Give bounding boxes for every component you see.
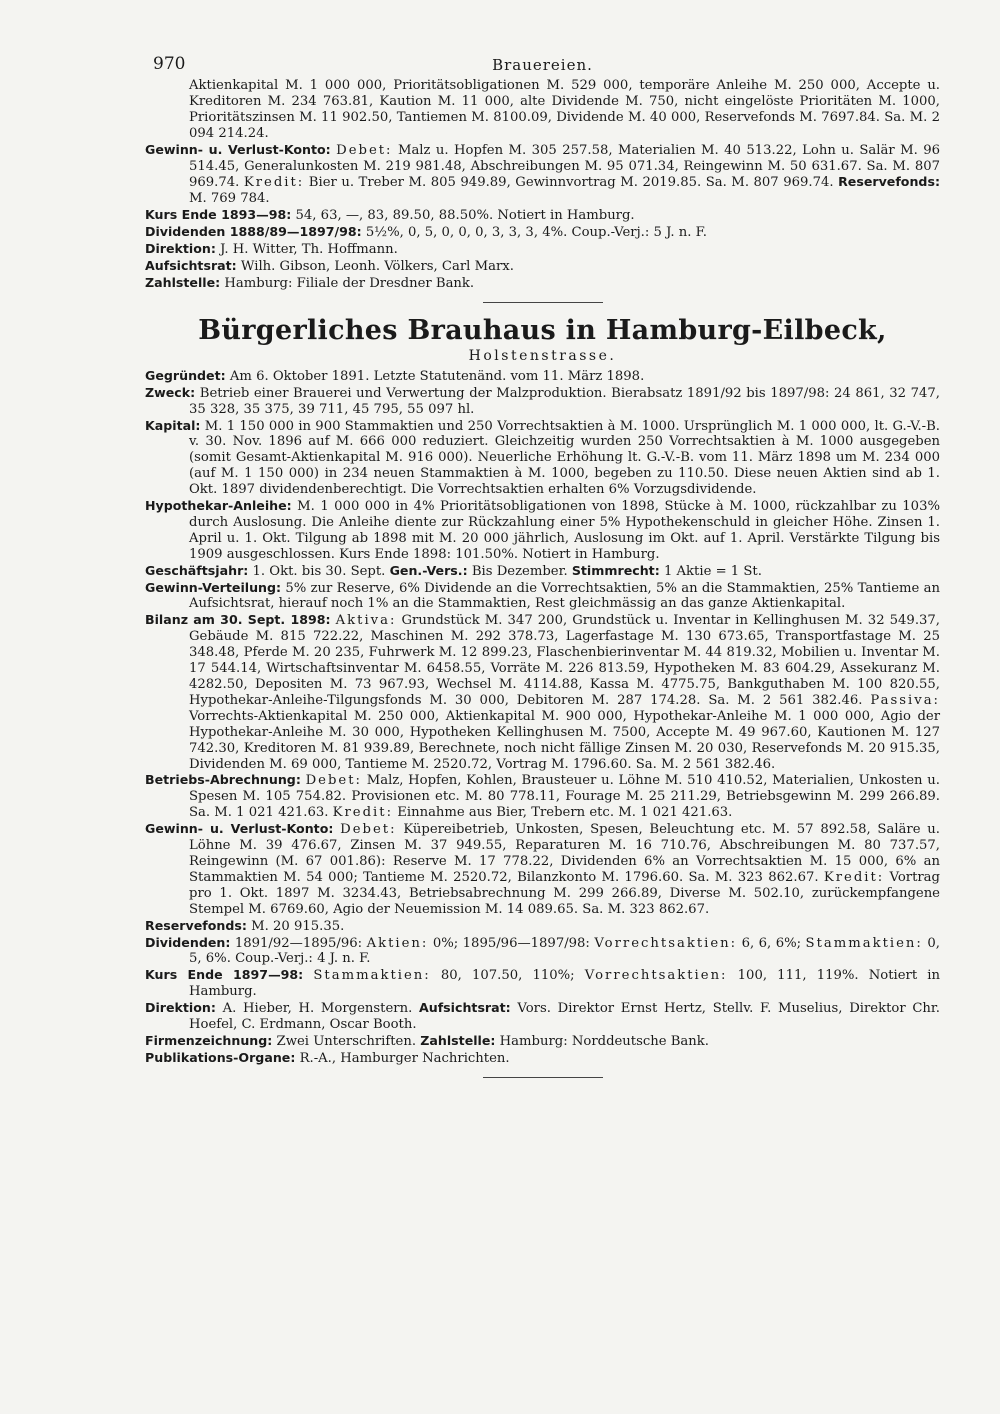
founded-entry: Gegründet: Am 6. Oktober 1891. Letzte Statutenänd. vom 11. März 1898.	[145, 367, 645, 384]
direction-entry: Direktion: J. H. Witter, Th. Hoffmann.	[145, 241, 398, 258]
section-divider-bottom	[483, 1077, 603, 1078]
paying-agent-entry: Zahlstelle: Hamburg: Filiale der Dresdner Bank.	[145, 274, 475, 291]
company-title: Bürgerliches Brauhaus in Hamburg-Eilbeck,	[198, 314, 887, 346]
dividend-entry: Dividenden: 1891/92—1895/96: Aktien: 0%; 1895/96—1897/98: Vorrechtsaktien: 6, 6, 6%; Stammaktien: 0, 5, 6%. Coup.-Verj.: 4 J. n. F.	[145, 934, 940, 967]
publications-entry: Publikations-Organe: R.-A., Hamburger Nachrichten.	[145, 1049, 510, 1066]
profit-distribution-entry: Gewinn-Verteilung: 5% zur Reserve, 6% Dividende an die Vorrechtsaktien, 5% an die Stammaktien, 25% Tantieme an Aufsichtsrat, hierauf noch 1% an die Stammaktien, Rest gleichmässig an das ganze Aktienkapital.	[145, 579, 940, 612]
capital-passiva-text: Aktienkapital M. 1 000 000, Prioritätsobligationen M. 529 000, temporäre Anleihe M. 250 000, Accepte u. Kreditoren M. 234 763.81, Kaution M. 11 000, alte Dividende M. 750, nicht eingelöste Prioritäten M. 1000, Prioritätszinsen M. 11 902.50, Tantiemen M. 8100.09, Dividende M. 40 000, Reservefonds M. 7697.84. Sa. M. 2 094 214.24.	[189, 78, 940, 141]
company-section	[145, 368, 940, 1067]
kurs-entry: Kurs Ende 1897—98: Stammaktien: 80, 107.50, 110%; Vorrechtsaktien: 100, 111, 119%. Notiert in Hamburg.	[145, 967, 940, 1000]
page-number: 970	[153, 54, 186, 74]
profit-loss-entry: Gewinn- u. Verlust-Konto: Debet: Malz u. Hopfen M. 305 257.58, Materialien M. 40 513.22, Lohn u. Salär M. 96 514.45, Generalunkosten M. 219 981.48, Abschreibungen M. 95 071.34, Reingewinn M. 50 631.67. Sa. M. 807 969.74. Kredit: Bier u. Treber M. 805 949.89, Gewinnvortrag M. 2019.85. Sa. M. 807 969.74. Reservefonds: M. 769 784.	[145, 141, 940, 207]
kurs-entry: Kurs Ende 1893—98: 54, 63, —, 83, 89.50, 88.50%. Notiert in Hamburg.	[145, 207, 635, 224]
dividend-entry: Dividenden 1888/89—1897/98: 5½%, 0, 5, 0, 0, 0, 3, 3, 3, 4%. Coup.-Verj.: 5 J. n. F.	[145, 224, 707, 241]
previous-company-section	[145, 78, 940, 292]
reserve-fund-entry: Reservefonds: M. 20 915.35.	[145, 917, 345, 934]
mortgage-bond-entry: Hypothekar-Anleihe: M. 1 000 000 in 4% Prioritätsobligationen von 1898, Stücke à M. 1000, rückzahlbar zu 103% durch Auslosung. Die Anleihe diente zur Rückzahlung einer 5% Hypothekenschuld in gleicher Höhe. Zinsen 1. April u. 1. Okt. Tilgung ab 1898 mit M. 20 000 jährlich, Auslosung im Okt. auf 1. April. Verstärkte Tilgung bis 1909 ausgeschlossen. Kurs Ende 1898: 101.50%. Notiert in Hamburg.	[145, 498, 940, 562]
operating-account-entry: Betriebs-Abrechnung: Debet: Malz, Hopfen, Kohlen, Brausteuer u. Löhne M. 510 410.52, Materialien, Unkosten u. Spesen M. 105 754.82. Provisionen etc. M. 80 778.11, Fourage M. 25 211.29, Betriebsgewinn M. 299 266.89. Sa. M. 1 021 421.63. Kredit: Einnahme aus Bier, Trebern etc. M. 1 021 421.63.	[145, 772, 940, 821]
company-address: Holstenstrasse.	[468, 347, 617, 364]
fiscal-year-entry: Geschäftsjahr: 1. Okt. bis 30. Sept. Gen.-Vers.: Bis Dezember. Stimmrecht: 1 Aktie = 1 St.	[145, 562, 762, 579]
page-header	[145, 48, 940, 78]
running-head: Brauereien.	[492, 56, 593, 74]
signature-entry: Firmenzeichnung: Zwei Unterschriften. Zahlstelle: Hamburg: Norddeutsche Bank.	[145, 1032, 709, 1049]
capital-entry: Kapital: M. 1 150 000 in 900 Stammaktien und 250 Vorrechtsaktien à M. 1000. Ursprünglich M. 1 000 000, lt. G.-V.-B. v. 30. Nov. 1896 auf M. 666 000 reduziert. Gleichzeitig wurden 250 Vorrechtsaktien à M. 1000 ausgegeben (somit Gesamt-Aktienkapital M. 916 000). Neuerliche Erhöhung lt. G.-V.-B. vom 11. März 1898 um M. 234 000 (auf M. 1 150 000) in 234 neuen Stammaktien à M. 1000, begeben zu 110.50. Diese neuen Aktien sind ab 1. Okt. 1897 dividendenberechtigt. Die Vorrechtsaktien erhalten 6% Vorzugsdividende.	[145, 417, 940, 498]
purpose-entry: Zweck: Betrieb einer Brauerei und Verwertung der Malzproduktion. Bierabsatz 1891/92 bis 1897/98: 24 861, 32 747, 35 328, 35 375, 39 711, 45 795, 55 097 hl.	[145, 384, 940, 417]
page	[145, 48, 940, 1090]
section-divider	[483, 302, 603, 303]
balance-sheet-entry: Bilanz am 30. Sept. 1898: Aktiva: Grundstück M. 347 200, Grundstück u. Inventar in Kellinghusen M. 32 549.37, Gebäude M. 815 722.22, Maschinen M. 292 378.73, Lagerfastage M. 130 673.65, Transportfastage M. 25 348.48, Pferde M. 20 235, Fuhrwerk M. 12 899.23, Flaschenbierinventar M. 44 819.32, Mobilien u. Inventar M. 17 544.14, Wirtschaftsinventar M. 6458.55, Vorräte M. 226 813.59, Hypotheken M. 83 604.29, Assekuranz M. 4282.50, Depositen M. 73 967.93, Wechsel M. 4114.88, Kassa M. 4775.75, Bankguthaben M. 100 820.55, Hypothekar-Anleihe-Tilgungsfonds M. 30 000, Debitoren M. 287 174.28. Sa. M. 2 561 382.46. Passiva: Vorrechts-Aktienkapital M. 250 000, Aktienkapital M. 900 000, Hypothekar-Anleihe M. 1 000 000, Agio der Hypothekar-Anleihe M. 30 000, Hypotheken Kellinghusen M. 7500, Accepte M. 49 967.60, Kautionen M. 127 742.30, Kreditoren M. 81 939.89, Berechnete, noch nicht fällige Zinsen M. 20 030, Reservefonds M. 20 915.35, Dividenden M. 69 000, Tantieme M. 2520.72, Vortrag M. 1796.60. Sa. M. 2 561 382.46.	[145, 612, 940, 772]
direction-entry: Direktion: A. Hieber, H. Morgenstern. Aufsichtsrat: Vors. Direktor Ernst Hertz, Stellv. F. Muselius, Direktor Chr. Hoefel, C. Erdmann, Oscar Booth.	[145, 1000, 940, 1033]
profit-loss-entry: Gewinn- u. Verlust-Konto: Debet: Küpereibetrieb, Unkosten, Spesen, Beleuchtung etc. M. 57 892.58, Saläre u. Löhne M. 39 476.67, Zinsen M. 37 949.55, Reparaturen M. 16 710.76, Abschreibungen M. 80 737.57, Reingewinn (M. 67 001.86): Reserve M. 17 778.22, Dividenden 6% an Vorrechtsaktien M. 15 000, 6% an Stammaktien M. 54 000; Tantieme M. 2520.72, Bilanzkonto M. 1796.60. Sa. M. 323 862.67. Kredit: Vortrag pro 1. Okt. 1897 M. 3234.43, Betriebsabrechnung M. 299 266.89, Diverse M. 502.10, zurückempfangene Stempel M. 6769.60, Agio der Neuemission M. 14 089.65. Sa. M. 323 862.67.	[145, 821, 940, 917]
board-entry: Aufsichtsrat: Wilh. Gibson, Leonh. Völkers, Carl Marx.	[145, 257, 514, 274]
